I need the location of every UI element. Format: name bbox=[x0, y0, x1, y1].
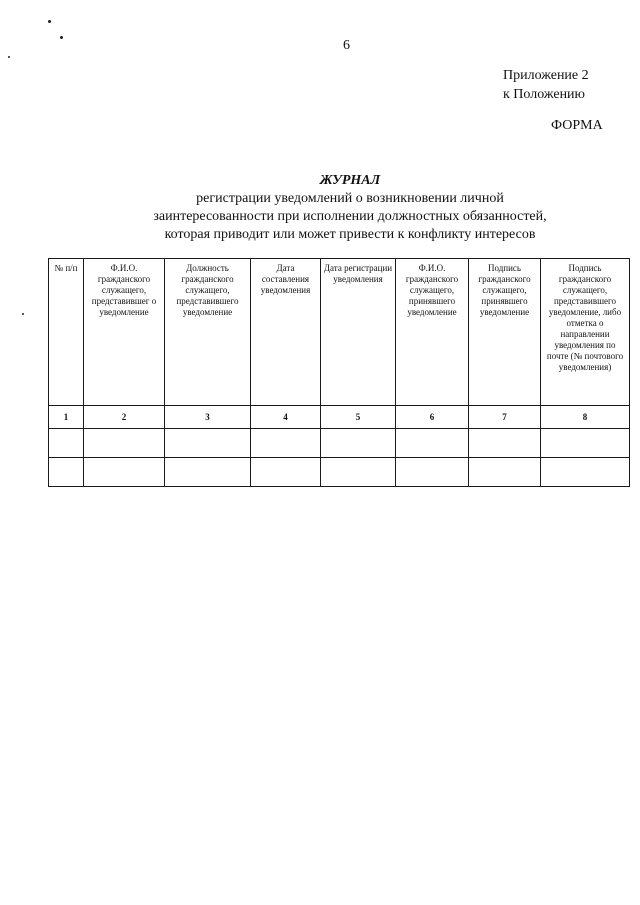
empty-cell bbox=[396, 458, 469, 487]
empty-cell bbox=[469, 458, 541, 487]
empty-cell bbox=[49, 458, 84, 487]
empty-cell bbox=[541, 458, 630, 487]
empty-cell bbox=[321, 458, 396, 487]
appendix-line-2: к Положению bbox=[503, 87, 586, 102]
empty-cell bbox=[469, 429, 541, 458]
header-cell: Подпись гражданского служащего, представившего уведомление, либо отметка о направлении уведомления по почте (№ почтового уведомления) bbox=[541, 259, 630, 406]
scan-speck bbox=[48, 20, 51, 23]
document-title bbox=[100, 172, 600, 244]
column-number-cell: 1 bbox=[49, 406, 84, 429]
header-cell: Ф.И.О. гражданского служащего, представившег о уведомление bbox=[84, 259, 165, 406]
empty-cell bbox=[84, 429, 165, 458]
empty-cell bbox=[251, 429, 321, 458]
header-cell: Дата составления уведомления bbox=[251, 259, 321, 406]
empty-cell bbox=[165, 429, 251, 458]
empty-cell bbox=[165, 458, 251, 487]
title-main: ЖУРНАЛ bbox=[319, 173, 381, 188]
header-cell: Ф.И.О. гражданского служащего, принявшего уведомление bbox=[396, 259, 469, 406]
column-number-cell: 4 bbox=[251, 406, 321, 429]
appendix-reference bbox=[503, 66, 589, 104]
journal-table bbox=[48, 258, 630, 487]
header-row bbox=[49, 259, 630, 406]
title-line-1: регистрации уведомлений о возникновении личной bbox=[196, 191, 504, 206]
empty-cell bbox=[84, 458, 165, 487]
appendix-line-1: Приложение 2 bbox=[503, 68, 589, 83]
form-label: ФОРМА bbox=[551, 118, 603, 133]
header-cell: Дата регистрации уведомления bbox=[321, 259, 396, 406]
scan-speck bbox=[60, 36, 63, 39]
column-number-cell: 2 bbox=[84, 406, 165, 429]
page-number: 6 bbox=[343, 38, 350, 53]
title-line-2: заинтересованности при исполнении должностных обязанностей, bbox=[153, 209, 547, 224]
title-line-3: которая приводит или может привести к конфликту интересов bbox=[164, 227, 536, 242]
empty-entry-row bbox=[49, 458, 630, 487]
column-number-cell: 7 bbox=[469, 406, 541, 429]
empty-cell bbox=[49, 429, 84, 458]
column-number-row bbox=[49, 406, 630, 429]
column-number-cell: 5 bbox=[321, 406, 396, 429]
empty-cell bbox=[321, 429, 396, 458]
column-number-cell: 3 bbox=[165, 406, 251, 429]
header-cell: Подпись гражданского служащего, принявшего уведомление bbox=[469, 259, 541, 406]
column-number-cell: 6 bbox=[396, 406, 469, 429]
empty-cell bbox=[396, 429, 469, 458]
header-cell: № п/п bbox=[49, 259, 84, 406]
scan-speck bbox=[8, 56, 10, 58]
empty-cell bbox=[541, 429, 630, 458]
empty-entry-row bbox=[49, 429, 630, 458]
empty-cell bbox=[251, 458, 321, 487]
header-cell: Должность гражданского служащего, представившего уведомление bbox=[165, 259, 251, 406]
column-number-cell: 8 bbox=[541, 406, 630, 429]
scan-speck bbox=[22, 313, 24, 315]
